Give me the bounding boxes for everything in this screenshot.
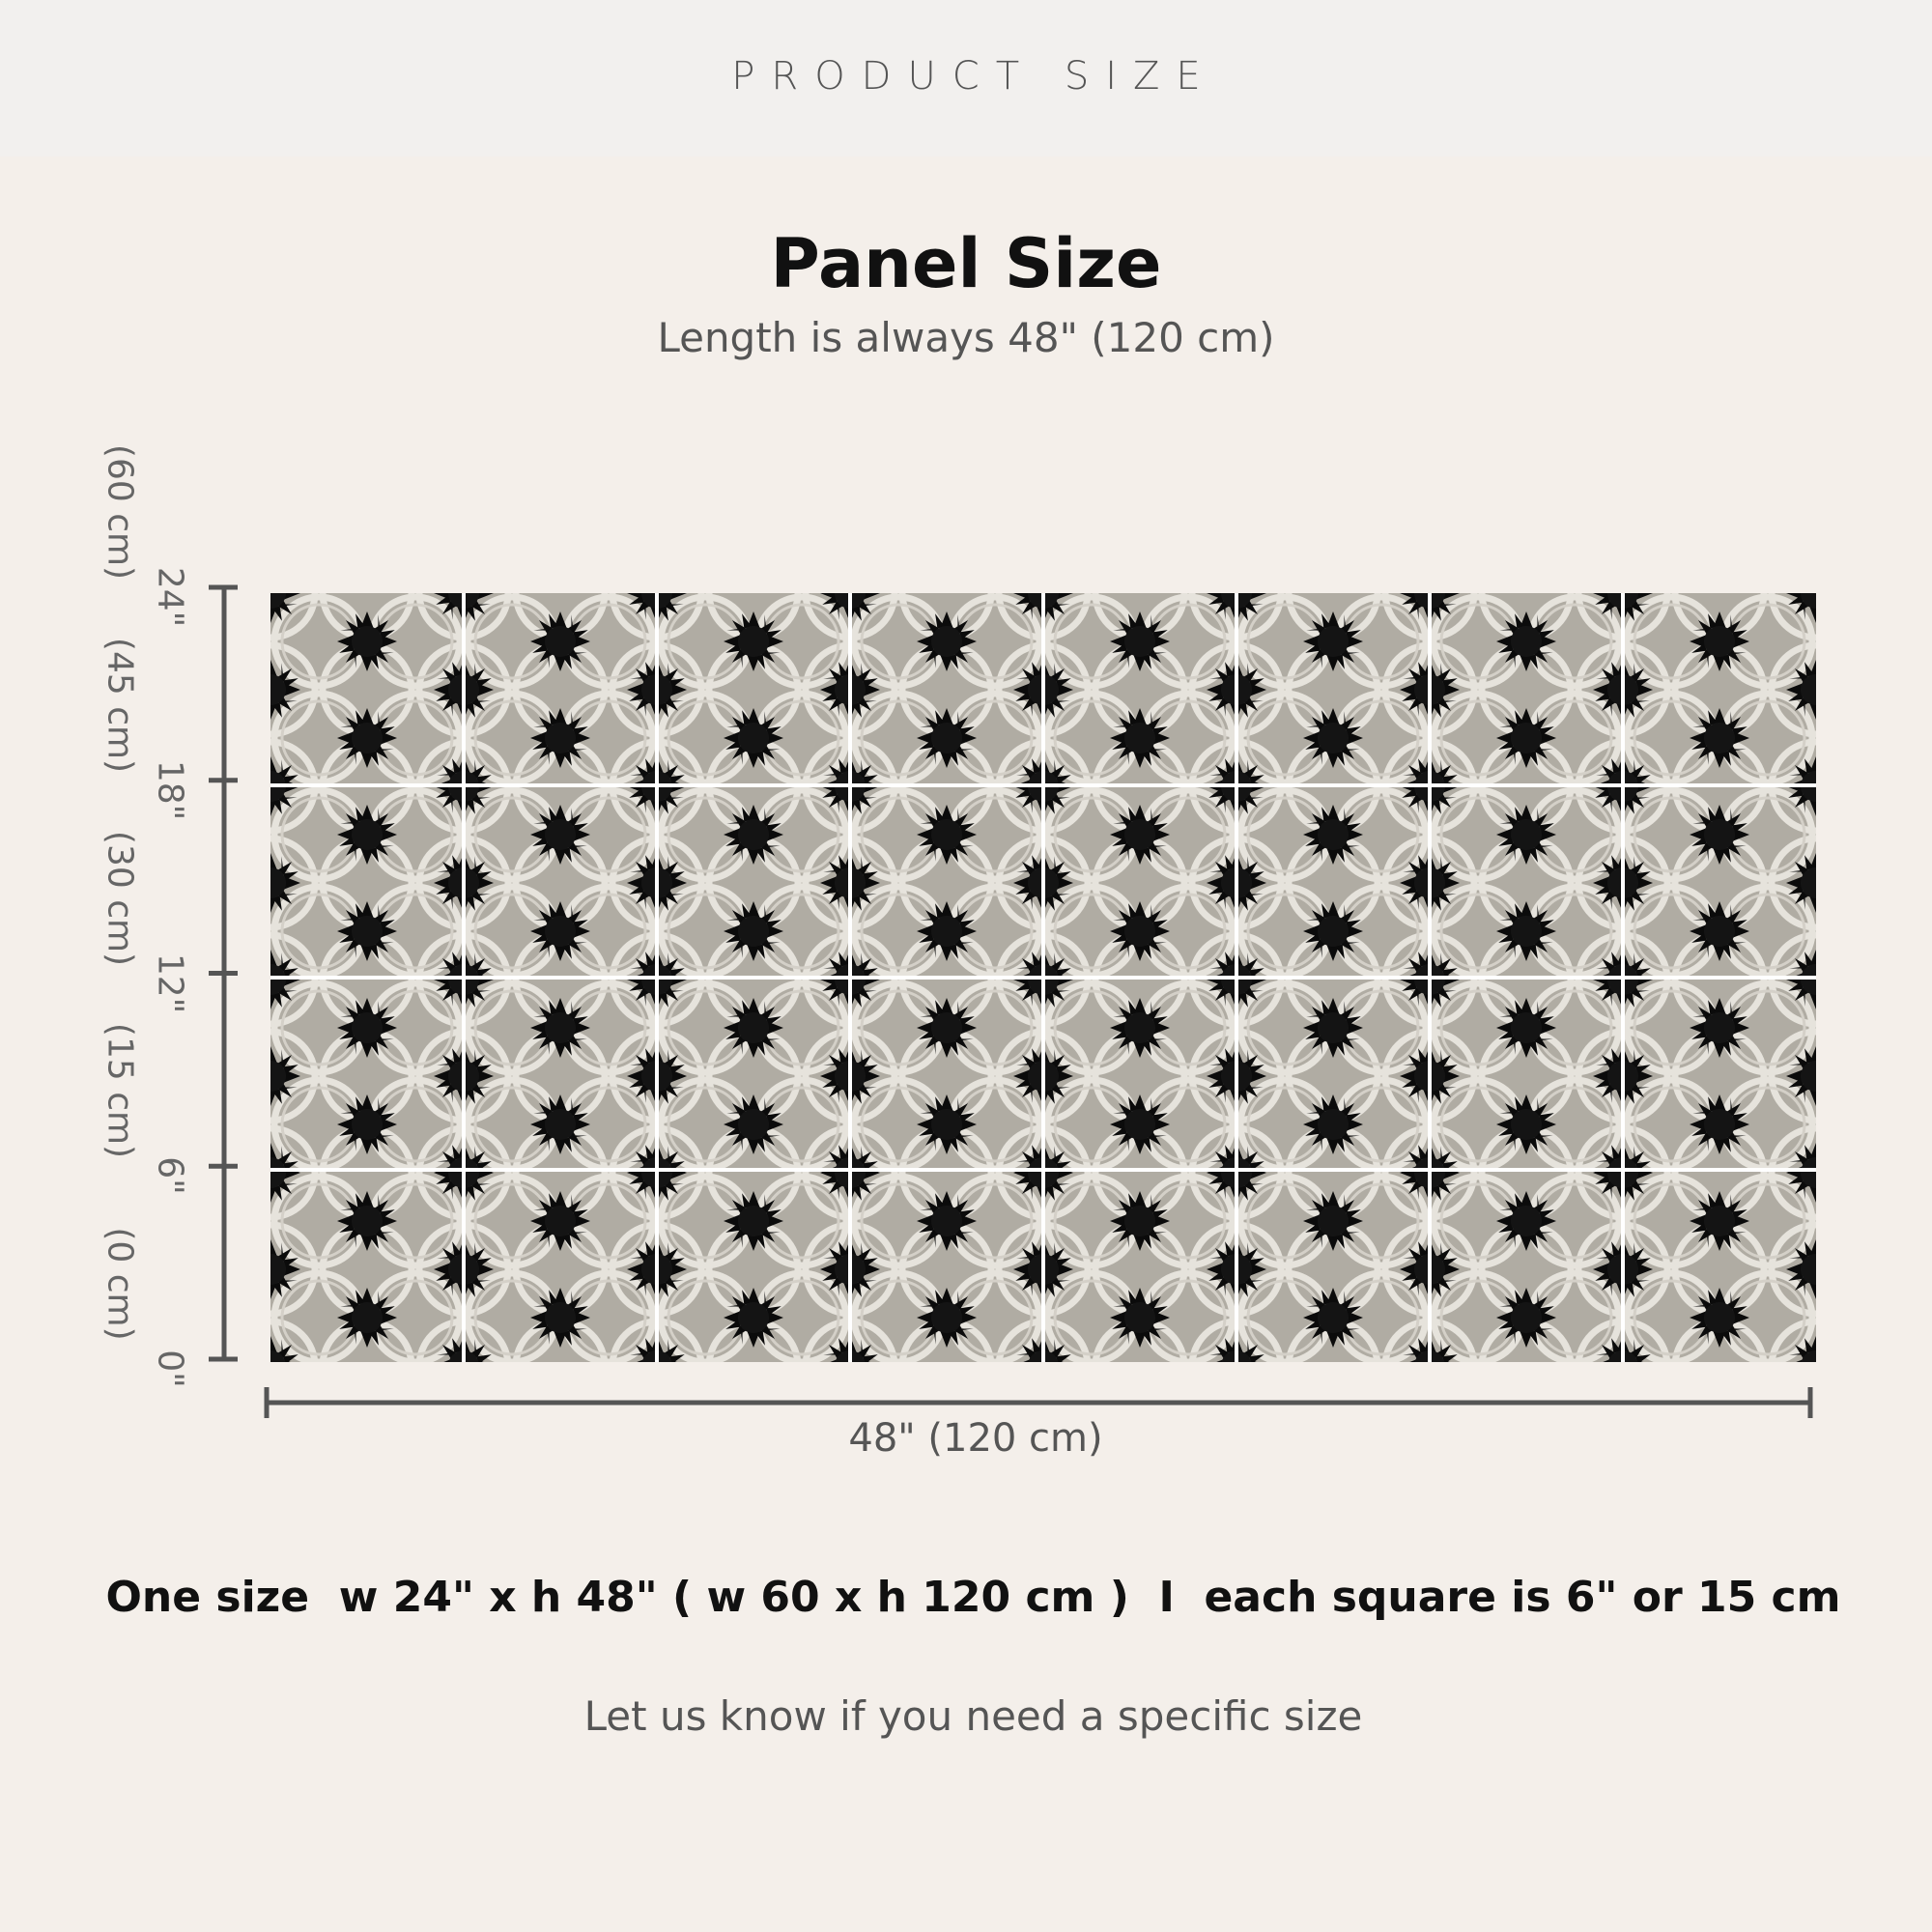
height-tick-label-inch: 24" [150, 566, 190, 628]
custom-size-note: Let us know if you need a specific size [583, 1692, 1363, 1740]
height-tick-label-cm: (45 cm) [99, 637, 140, 773]
width-axis [267, 1387, 1810, 1418]
height-axis [209, 587, 238, 1359]
size-note: One size w 24" x h 48" ( w 60 x h 120 cm ) I each square is 6" or 15 cm [105, 1573, 1841, 1622]
width-label: 48" (120 cm) [848, 1416, 1103, 1461]
height-tick-label-inch: 6" [150, 1156, 190, 1195]
section-header: PRODUCT SIZE [731, 54, 1217, 99]
panel-title: Panel Size [770, 224, 1162, 303]
height-tick-label-cm: (15 cm) [99, 1023, 140, 1159]
height-tick-label-cm: (30 cm) [99, 830, 140, 966]
panel-subtitle: Length is always 48" (120 cm) [657, 314, 1275, 361]
height-tick-label-cm: (0 cm) [99, 1227, 140, 1341]
tile-panel [270, 593, 1816, 1362]
height-tick-label-inch: 18" [150, 759, 190, 820]
height-tick-label-inch: 0" [150, 1350, 190, 1388]
height-tick-label-inch: 12" [150, 952, 190, 1013]
height-tick-label-cm: (60 cm) [99, 443, 140, 581]
